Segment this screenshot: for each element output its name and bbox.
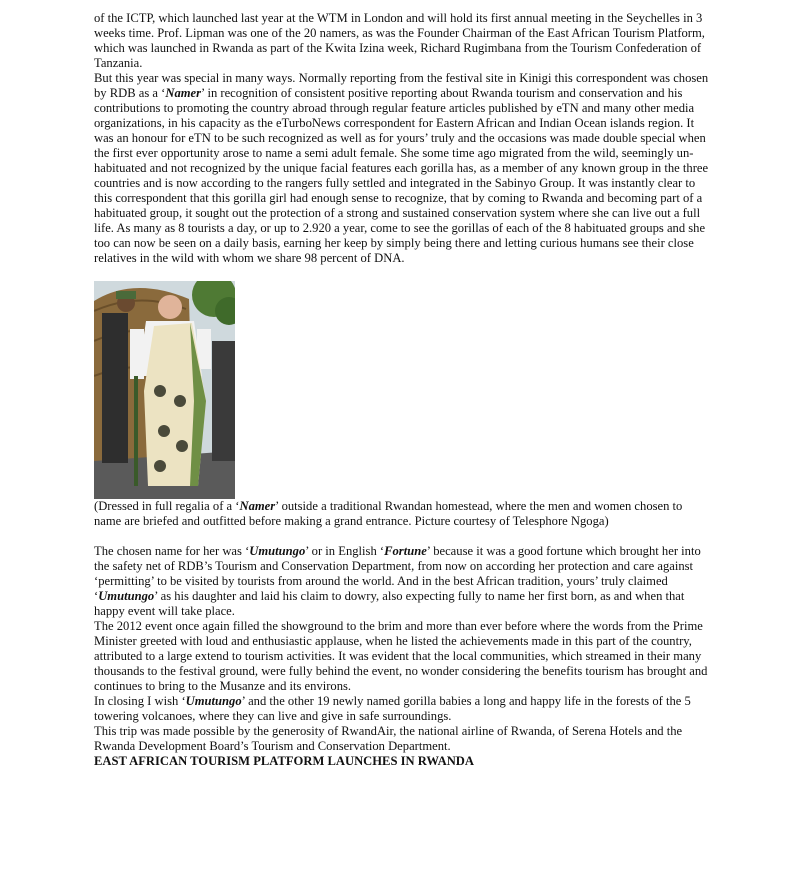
paragraph-chosen-name [94,544,710,619]
paragraph-namer-text-a: But this year was special in many ways. Normally reporting from the festival site in Kinigi this correspondent was chosen by RDB as a ‘ [94,71,709,100]
chosen-name-text-a: The chosen name for her was ‘ [94,544,250,558]
closing-text-b: ’ and the other 19 newly named gorilla babies a long and happy life in the forests of the 5 towering volcanoes, where they can live and give in safe surroundings. [94,694,691,723]
paragraph-namer-text-b: ’ in recognition of consistent positive reporting about Rwanda tourism and conservation and his contributions to promoting the country abroad through regular feature articles published by eTN and many other media organizations, in his capacity as the eTurboNews correspondent for Eastern African and Indian Ocean islands region. It was an honour for eTN to be such recognized as well as for yours’ truly and the occasions was made double special when the first ever opportunity arose to name a semi adult female. She some time ago migrated from the wild, seemingly un-habituated and not recognized by the unique facial features each gorilla has, as a member of any known group in the three countries and is now according to the rangers fully settled and integrated in the Sabinyo Group. It was instantly clear to this correspondent that this gorilla girl had enough sense to recognize, that by coming to Rwanda and becoming part of a habituated group, it sought out the protection of a strong and sustained conservation system where she can live out a full life. As many as 8 tourists a day, or up to 2.920 a year, come to see the gorillas of each of the 8 habituated groups and she too can now be seen on a daily basis, earning her keep by simply being there and letting curious humans see their close relatives in the wild with whom we share 98 percent of DNA. [94,86,709,265]
caption-emphasis-namer: Namer [239,499,276,513]
chosen-name-text-d: ’ as his daughter and laid his claim to dowry, also expecting fully to name her first born, as and when that happy event will take place. [94,589,685,618]
emphasis-umutungo-1: Umutungo [249,544,306,558]
closing-text-a: In closing I wish ‘ [94,694,186,708]
chosen-name-text-c: ’ because it was a good fortune which brought her into the safety net of RDB’s Tourism and Conservation Department, from now on according her protection and care against ‘permitting’ to be visited by tourists from around the world. And in the best African tradition, yours’ truly claimed ‘ [94,544,701,603]
spacer [94,529,710,544]
emphasis-umutungo-2: Umutungo [98,589,155,603]
paragraph-closing [94,694,710,724]
photo-figure [94,281,710,499]
caption-text-b: ’ outside a traditional Rwandan homestead, where the men and women chosen to name are briefed and outfitted before making a grand entrance. Picture courtesy of Telesphore Ngoga) [94,499,683,528]
namer-photo [94,281,235,499]
emphasis-fortune: Fortune [384,544,427,558]
section-heading: EAST AFRICAN TOURISM PLATFORM LAUNCHES IN RWANDA [94,754,474,768]
emphasis-umutungo-3: Umutungo [185,694,242,708]
chosen-name-text-b: ’ or in English ‘ [305,544,385,558]
paragraph-ictp: of the ICTP, which launched last year at the WTM in London and will hold its first annual meeting in the Seychelles in 3 weeks time. Prof. Lipman was one of the 20 namers, as was the Founder Chairman of the East African Tourism Platform, which was launched in Rwanda as part of the Kwita Izina week, Richard Rugimbana from the Tourism Confederation of Tanzania. [94,11,705,70]
document-page [94,11,710,769]
paragraph-sponsors: This trip was made possible by the generosity of RwandAir, the national airline of Rwanda, of Serena Hotels and the Rwanda Development Board’s Tourism and Conservation Department. [94,724,683,753]
paragraph-namer [94,71,710,266]
paragraph-2012-event: The 2012 event once again filled the showground to the brim and more than ever before where the words from the Prime Minister greeted with loud and enthusiastic applause, when he listed the achievements made in this part of the country, attributed to a large extend to tourism activities. It was evident that the local communities, which streamed in their many thousands to the festival ground, were fully behind the event, no wonder considering the benefits tourism has brought and continues to bring to the Musanze and its environs. [94,619,708,693]
caption-text-a: (Dressed in full regalia of a ‘ [94,499,240,513]
photo-caption [94,499,710,529]
emphasis-namer: Namer [165,86,202,100]
